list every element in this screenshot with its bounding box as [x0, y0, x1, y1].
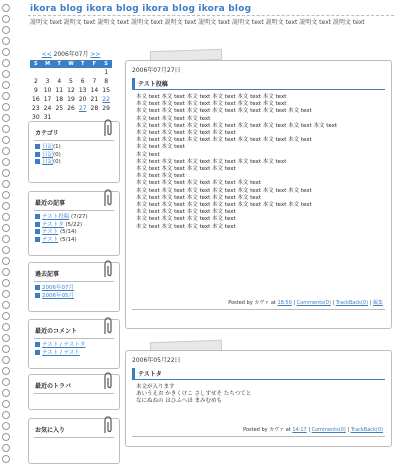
binding-ring [2, 103, 10, 111]
post-time-link[interactable]: 18:50 [277, 300, 292, 306]
binding-ring [2, 37, 10, 45]
calendar-week [30, 104, 112, 113]
post-body-line: 本文 text 本文 text 本文 text 本文 text 本文 text 本文 text 本文 text [136, 202, 312, 209]
list-bullet-icon [35, 342, 40, 347]
binding-ring [2, 136, 10, 144]
post-body-line: 本文 text 本文 text 本文 text 本文 text 本文 text [136, 194, 262, 201]
binding-ring [2, 444, 10, 452]
post-body-line: 本文 text 本文 text [136, 173, 185, 180]
category-item[interactable]: 日記(0) [35, 159, 119, 167]
binding-ring [2, 158, 10, 166]
calendar-day [65, 68, 77, 77]
binding-ring [2, 125, 10, 133]
favorites-title: お気に入り [35, 427, 66, 434]
binding-ring [2, 279, 10, 287]
binding-ring [2, 301, 10, 309]
binding-ring [2, 15, 10, 23]
binding-ring [2, 411, 10, 419]
binding-ring [2, 323, 10, 331]
list-bullet-icon [35, 237, 40, 242]
binding-ring [2, 213, 10, 221]
divider [34, 210, 114, 211]
list-bullet-icon [35, 214, 40, 219]
calendar-day: 4 [57, 78, 62, 85]
list-bullet-icon [35, 222, 40, 227]
calendar-day [42, 68, 54, 77]
comments-link[interactable]: Comments(0) [296, 300, 331, 306]
calendar-grid [30, 60, 112, 122]
list-bullet-icon [35, 152, 40, 157]
binding-ring [2, 290, 10, 298]
calendar-day [30, 68, 42, 77]
paperclip-icon [101, 415, 115, 435]
divider [34, 437, 114, 438]
divider [34, 281, 114, 282]
post-body [136, 384, 385, 406]
binding-ring [2, 202, 10, 210]
calendar-day: 10 [43, 87, 52, 94]
sidebar-recent-trackbacks [28, 374, 120, 410]
recent-trackbacks-title: 最近のトラバ [35, 383, 72, 390]
post-body-line: 本文 text 本文 text 本文 text 本文 text [136, 209, 236, 216]
post-body-line: なにぬねの はひふへほ まみむめも [136, 398, 222, 405]
recent-comments-title: 最近のコメント [35, 328, 78, 335]
calendar-day: 17 [43, 96, 52, 103]
post-body-line: 本文 text 本文 text 本文 text 本文 text 本文 text [136, 180, 262, 187]
trackback-link[interactable]: TrackBack(0) [350, 427, 383, 433]
post-body-line: 本文 text 本文 text 本文 text 本文 text [136, 130, 236, 137]
binding-ring [2, 400, 10, 408]
calendar-weekday: T [53, 60, 65, 68]
binding-ring [2, 147, 10, 155]
calendar-day: 8 [104, 78, 109, 85]
calendar-day: 18 [55, 96, 64, 103]
binding-ring [2, 26, 10, 34]
calendar-prev-link[interactable]: << [41, 51, 52, 58]
calendar-day: 7 [92, 78, 97, 85]
post-body-line: 本文 text 本文 text 本文 text 本文 text 本文 text 本文 text 本文 text [136, 108, 312, 115]
calendar-day: 29 [102, 105, 110, 112]
binding-ring [2, 59, 10, 67]
calendar-weekday: F [89, 60, 101, 68]
binding-ring [2, 433, 10, 441]
archive-item[interactable]: 2006年05月 [35, 293, 119, 301]
binding-ring [2, 180, 10, 188]
post-entry [125, 350, 392, 447]
divider [34, 338, 114, 339]
calendar-day: 1 [104, 69, 109, 76]
post-body-line: 本文 text 本文 text 本文 text 本文 text [136, 216, 236, 223]
sidebar-archives [28, 262, 120, 312]
post-body-line: あいうえお かきくけこ さしすせそ たちつてと [136, 391, 252, 398]
post-body-line: 本文 text 本文 text 本文 text 本文 text 本文 text 本文 text 本文 text 本文 text [136, 122, 338, 129]
calendar-day [53, 68, 65, 77]
recent-post-item[interactable]: テスト (5/14) [35, 229, 119, 237]
binding-ring [2, 345, 10, 353]
binding-ring [2, 334, 10, 342]
list-bullet-icon [35, 144, 40, 149]
archives-title: 過去記事 [35, 271, 60, 278]
recent-comment-item[interactable]: テスト / テスト [35, 350, 119, 358]
post-body-line: 本文 text 本文 text 本文 text 本文 text 本文 text 本文 text [136, 94, 287, 100]
calendar [30, 50, 112, 122]
trackback-link[interactable]: TrackBack(0) [335, 300, 369, 306]
header-divider [28, 15, 394, 16]
binding-ring [2, 246, 10, 254]
calendar-day: 28 [90, 105, 99, 112]
post-body-line: 本文が入ります [136, 384, 175, 390]
binding-ring [2, 257, 10, 265]
calendar-day: 21 [90, 96, 99, 103]
calendar-day: 15 [102, 87, 110, 94]
calendar-day: 16 [32, 96, 40, 103]
calendar-day: 5 [69, 78, 73, 85]
calendar-day: 25 [55, 105, 64, 112]
calendar-day: 11 [55, 87, 64, 94]
calendar-week [30, 95, 112, 104]
calendar-day: 13 [78, 87, 87, 94]
binding-ring [2, 455, 10, 463]
calendar-day [89, 68, 101, 77]
binding-ring [2, 235, 10, 243]
calendar-day: 20 [78, 96, 87, 103]
edit-link[interactable]: 編集 [372, 300, 383, 306]
calendar-day: 19 [67, 96, 75, 103]
binding-ring [2, 312, 10, 320]
calendar-day[interactable]: 22 [102, 96, 110, 103]
post-body-line: 本文 text [136, 151, 160, 158]
calendar-day: 12 [67, 87, 75, 94]
calendar-day: 6 [80, 78, 85, 85]
paperclip-icon [101, 118, 115, 138]
binding-ring [2, 4, 10, 12]
calendar-nav [30, 50, 112, 59]
recent-post-item[interactable]: テスト投稿 (7/27) [35, 214, 119, 222]
binding-ring [2, 169, 10, 177]
binding-ring [2, 389, 10, 397]
archive-item[interactable]: 2006年07月 [35, 285, 119, 293]
calendar-week [30, 86, 112, 95]
calendar-month-label: 2006年07月 [53, 51, 89, 58]
paperclip-icon [101, 188, 115, 208]
calendar-week [30, 68, 112, 77]
calendar-day: 31 [43, 114, 52, 121]
sidebar-recent-posts [28, 191, 120, 256]
post-body-line: 本文 text 本文 text [136, 144, 185, 151]
paperclip-icon [101, 259, 115, 279]
divider [34, 140, 114, 141]
list-bullet-icon [35, 350, 40, 355]
post-title[interactable]: テスト投稿 [132, 78, 385, 90]
calendar-day: 14 [90, 87, 99, 94]
binding-ring [2, 114, 10, 122]
sidebar-recent-comments [28, 319, 120, 369]
spiral-binding [2, 0, 12, 466]
binding-ring [2, 268, 10, 276]
binding-ring [2, 367, 10, 375]
calendar-day[interactable]: 27 [78, 105, 87, 112]
binding-ring [2, 356, 10, 364]
post-entry [125, 60, 392, 329]
post-date: 2006年07月27日 [132, 67, 181, 74]
calendar-day: 3 [45, 78, 50, 85]
categories-title: カテゴリ [35, 130, 59, 137]
binding-ring [2, 378, 10, 386]
sidebar-favorites [28, 418, 120, 464]
calendar-weekday: W [65, 60, 77, 68]
divider [132, 309, 385, 310]
calendar-day: 23 [32, 105, 40, 112]
post-body-line: 本文 text 本文 text 本文 text 本文 text 本文 text 本文 text [136, 158, 287, 165]
post-meta: Posted by カヴァ at 14:17 | Comments(0) | TrackBack(0) [243, 427, 383, 433]
recent-post-item[interactable]: テスト (5/14) [35, 237, 119, 245]
list-bullet-icon [35, 159, 40, 164]
calendar-weekday: T [77, 60, 89, 68]
paperclip-icon [101, 371, 115, 391]
divider [34, 393, 114, 394]
calendar-weekday: S [100, 60, 112, 68]
post-time-link[interactable]: 14:17 [292, 427, 307, 433]
comments-link[interactable]: Comments(0) [311, 427, 346, 433]
list-bullet-icon [35, 285, 40, 290]
list-bullet-icon [35, 293, 40, 298]
recent-comment-item[interactable]: テスト / テストタ [35, 342, 119, 350]
calendar-day [77, 68, 89, 77]
post-body-line: 本文 text 本文 text 本文 text 本文 text [136, 223, 236, 230]
category-item[interactable]: 日記(1) [35, 144, 119, 152]
recent-post-item[interactable]: テストタ (5/22) [35, 222, 119, 230]
calendar-day: 30 [32, 114, 40, 121]
binding-ring [2, 224, 10, 232]
recent-posts-title: 最近の記事 [35, 200, 66, 207]
post-body-line: 本文 text 本文 text 本文 text 本文 text 本文 text 本文 text 本文 text [136, 137, 312, 144]
post-body-line: 本文 text 本文 text 本文 text 本文 text 本文 text 本文 text 本文 text [136, 187, 312, 194]
post-meta: Posted by カヴァ at 18:50 | Comments(0) | TrackBack(0) | 編集 [228, 300, 383, 306]
binding-ring [2, 70, 10, 78]
binding-ring [2, 191, 10, 199]
calendar-day: 9 [33, 87, 38, 94]
blog-description: 説明文 text 説明文 text 説明文 text 説明文 text 説明文 text 説明文 text 説明文 text 説明文 text 説明文 text 説明文 text [30, 19, 365, 26]
calendar-week [30, 77, 112, 86]
post-date: 2006年05月22日 [132, 357, 181, 364]
category-item[interactable]: 日記(0) [35, 152, 119, 160]
calendar-weekday: S [30, 60, 42, 68]
calendar-day: 24 [43, 105, 52, 112]
paperclip-icon [101, 316, 115, 336]
post-body [136, 94, 385, 231]
calendar-next-link[interactable]: >> [90, 51, 101, 58]
calendar-day: 26 [67, 105, 75, 112]
binding-ring [2, 81, 10, 89]
post-body-line: 本文 text 本文 text 本文 text 本文 text [136, 166, 236, 173]
calendar-weekday: M [42, 60, 54, 68]
binding-ring [2, 92, 10, 100]
post-body-line: 本文 text 本文 text 本文 text [136, 115, 211, 122]
calendar-day: 2 [33, 78, 38, 85]
post-body-line: 本文 text 本文 text 本文 text 本文 text 本文 text 本文 text [136, 101, 287, 108]
post-title[interactable]: テストタ [132, 368, 385, 380]
binding-ring [2, 422, 10, 430]
binding-ring [2, 48, 10, 56]
sidebar-categories [28, 121, 120, 183]
blog-title[interactable]: ikora blog ikora blog ikora blog ikora blog [30, 4, 252, 14]
list-bullet-icon [35, 229, 40, 234]
divider [132, 436, 385, 437]
